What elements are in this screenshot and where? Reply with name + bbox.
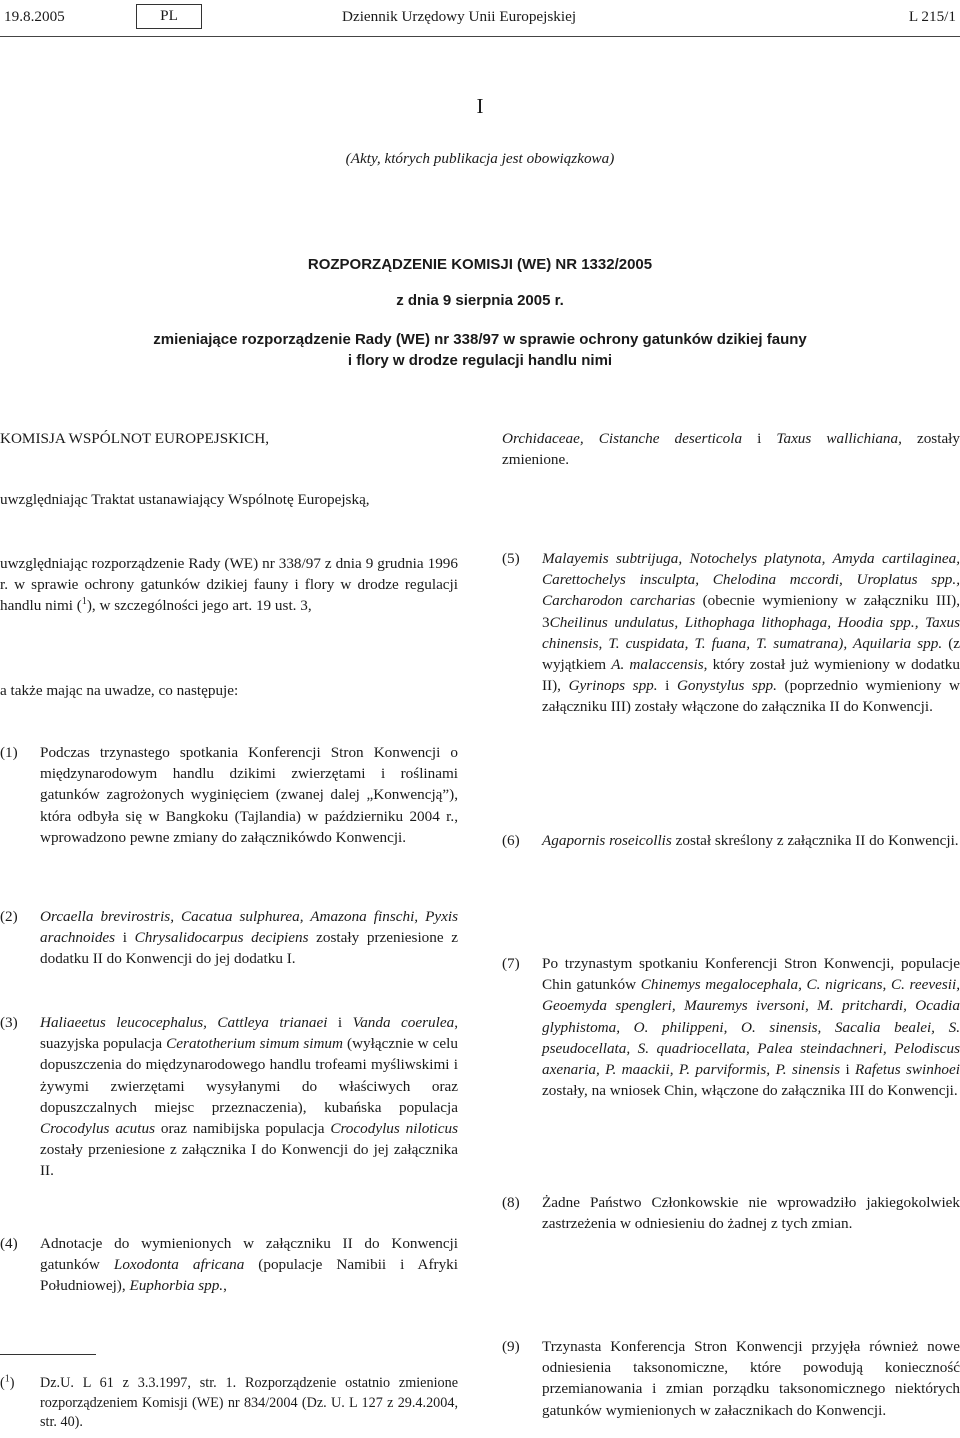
recital-number: (6) — [502, 832, 520, 849]
recital-number: (8) — [502, 1194, 520, 1211]
regulation-title: ROZPORZĄDZENIE KOMISJI (WE) NR 1332/2005 — [307, 256, 653, 273]
section-numeral: I — [476, 94, 484, 118]
recital-text: Orcaella brevirostris, Cacatua sulphurea, Amazona finschi, Pyxis arachnoides i Chrysalidocarpus decipiens zostały przeniesione z dodatku II do Konwencji do jej dodatku I. — [40, 908, 458, 968]
recital-number: (3) — [0, 1014, 18, 1031]
recital-9 — [502, 1336, 960, 1426]
recital-continuation: Orchidaceae, Cistanche deserticola i Taxus wallichiana, zostały zmienione. — [502, 430, 960, 469]
recital-4 — [0, 1233, 458, 1299]
footnote-1 — [0, 1374, 458, 1434]
having-regard-treaty: uwzględniając Traktat ustanawiający Wspólnotę Europejską, — [0, 491, 370, 508]
recital-text: Po trzynastym spotkaniu Konferencji Stron Konwencji, populacje Chin gatunków Chinemys megalocephala, C. nigricans, C. reevesii, Geoemyda spengleri, Mauremys iversoni, M. pritchardi, Ocadia glyphistoma, O. philippeni, O. sinensis, Sacalia bealei, S. pseudocellata, S. quadriocellata, Palea steindachneri, Pelodiscus axenaria, P. maackii, P. parviformis, P. sinensis i Rafetus swinhoei zostały, na wniosek Chin, włączone do załącznika III do Konwencji. — [542, 955, 960, 1100]
having-regard-regulation: uwzględniając rozporządzenie Rady (WE) nr 338/97 z dnia 9 grudnia 1996 r. w sprawie ochrony gatunków dzikiej fauny i flory w drodze regulacji handlu nimi ($^1$), w szczególności jego art. 19 ust. 3, — [0, 555, 458, 615]
header-rule — [0, 36, 960, 37]
footnote-text: Dz.U. L 61 z 3.3.1997, str. 1. Rozporządzenie ostatnio zmienione rozporządzeniem Komisji (WE) nr 834/2004 (Dz. U. L 127 z 29.4.2004, str. 40). — [40, 1375, 458, 1430]
whereas-intro: a także mając na uwadze, co następuje: — [0, 682, 239, 699]
recital-text: Podczas trzynastego spotkania Konferencji Stron Konwencji o międzynarodowym handlu dzikimi zwierzętami i roślinami gatunków zagrożonych wyginięciem (zwanej dalej „Konwencją”), która odbyła się w Bangkoku (Tajlandia) w październiku 2004 r., wprowadzono pewne zmiany do załącznikówdo Konwencji. — [40, 744, 458, 846]
commission-heading: KOMISJA WSPÓLNOT EUROPEJSKICH, — [0, 430, 270, 447]
regulation-subject-line2: i flory w drodze regulacji handlu nimi — [347, 351, 613, 369]
recital-7 — [502, 953, 960, 1153]
footnote-ref: 1 — [81, 596, 87, 608]
section-subtitle: (Akty, których publikacja jest obowiązkowa) — [345, 150, 615, 167]
publication-date: 19.8.2005 — [4, 8, 65, 25]
recital-number: (4) — [0, 1235, 18, 1252]
recital-text: Haliaeetus leucocephalus, Cattleya trianaei i Vanda coerulea, suazyjska populacja Ceratotherium simum simum (wyłącznie w celu dopuszczenia do międzynarodowego handlu trofeami myśliwskimi i żywymi zwierzętami wysyłanymi do właściwych oraz dopuszczalnych miejsc przeznaczenia), kubańska populacja Crocodylus acutus oraz namibijska populacja Crocodylus niloticus zostały przeniesione z załącznika I do Konwencji do jej załącznika II. — [40, 1014, 458, 1180]
recital-text: Agapornis roseicollis został skreślony z załącznika II do Konwencji. — [542, 832, 959, 849]
recital-3 — [0, 1012, 458, 1192]
recital-number: (9) — [502, 1338, 520, 1355]
regulation-subject-line1: zmieniające rozporządzenie Rady (WE) nr 338/97 w sprawie ochrony gatunków dzikiej fauny — [153, 331, 807, 348]
recital-text: Adnotacje do wymienionych w załączniku II do Konwencji gatunków Loxodonta africana (populacje Namibii i Afryki Południowej), Euphorbia spp., — [40, 1235, 458, 1295]
recital-number: (2) — [0, 908, 18, 925]
regulation-subject — [0, 330, 960, 371]
recital-5 — [502, 548, 960, 758]
footnote-number: ($^1$) — [0, 1373, 15, 1391]
recital-8 — [502, 1192, 960, 1258]
page-header — [0, 6, 960, 30]
recital-text: Żadne Państwo Członkowskie nie wprowadziło jakiegokolwiek zastrzeżenia w odniesieniu do żadnej z tych zmian. — [542, 1194, 960, 1233]
recital-number: (1) — [0, 744, 18, 761]
recital-number: (5) — [502, 550, 520, 567]
page-reference: L 215/1 — [908, 8, 956, 25]
journal-name: Dziennik Urzędowy Unii Europejskiej — [342, 8, 577, 25]
recital-1 — [0, 742, 458, 872]
language-badge: PL — [136, 4, 202, 29]
footnote-separator — [0, 1354, 96, 1355]
recital-6 — [502, 830, 960, 874]
recital-2 — [0, 906, 458, 972]
regulation-date: z dnia 9 sierpnia 2005 r. — [396, 292, 564, 309]
recital-text: Malayemis subtrijuga, Notochelys platynota, Amyda cartilaginea, Carettochelys insculpta, Chelodina mccordi, Uroplatus spp., Carcharodon carcharias (obecnie wymieniony w załączniku III), 3Cheilinus undulatus, Lithophaga lithophaga, Hoodia spp., Taxus chinensis, T. cuspidata, T. fuana, T. sumatrana), Aquilaria spp. (z wyjątkiem A. malaccensis, który został już wymieniony w dodatku II), Gyrinops spp. i Gonystylus spp. (poprzednio wymieniony w załączniku III) zostały włączone do załącznika II do Konwencji. — [542, 550, 960, 716]
recital-number: (7) — [502, 955, 520, 972]
recital-text: Trzynasta Konferencja Stron Konwencji przyjęła również nowe odniesienia taksonomiczne, które powodują konieczność przemianowania i zmian porządku taksonomicznego niektórych gatunków wymienionych w załacznikach do Konwencji. — [542, 1338, 960, 1419]
